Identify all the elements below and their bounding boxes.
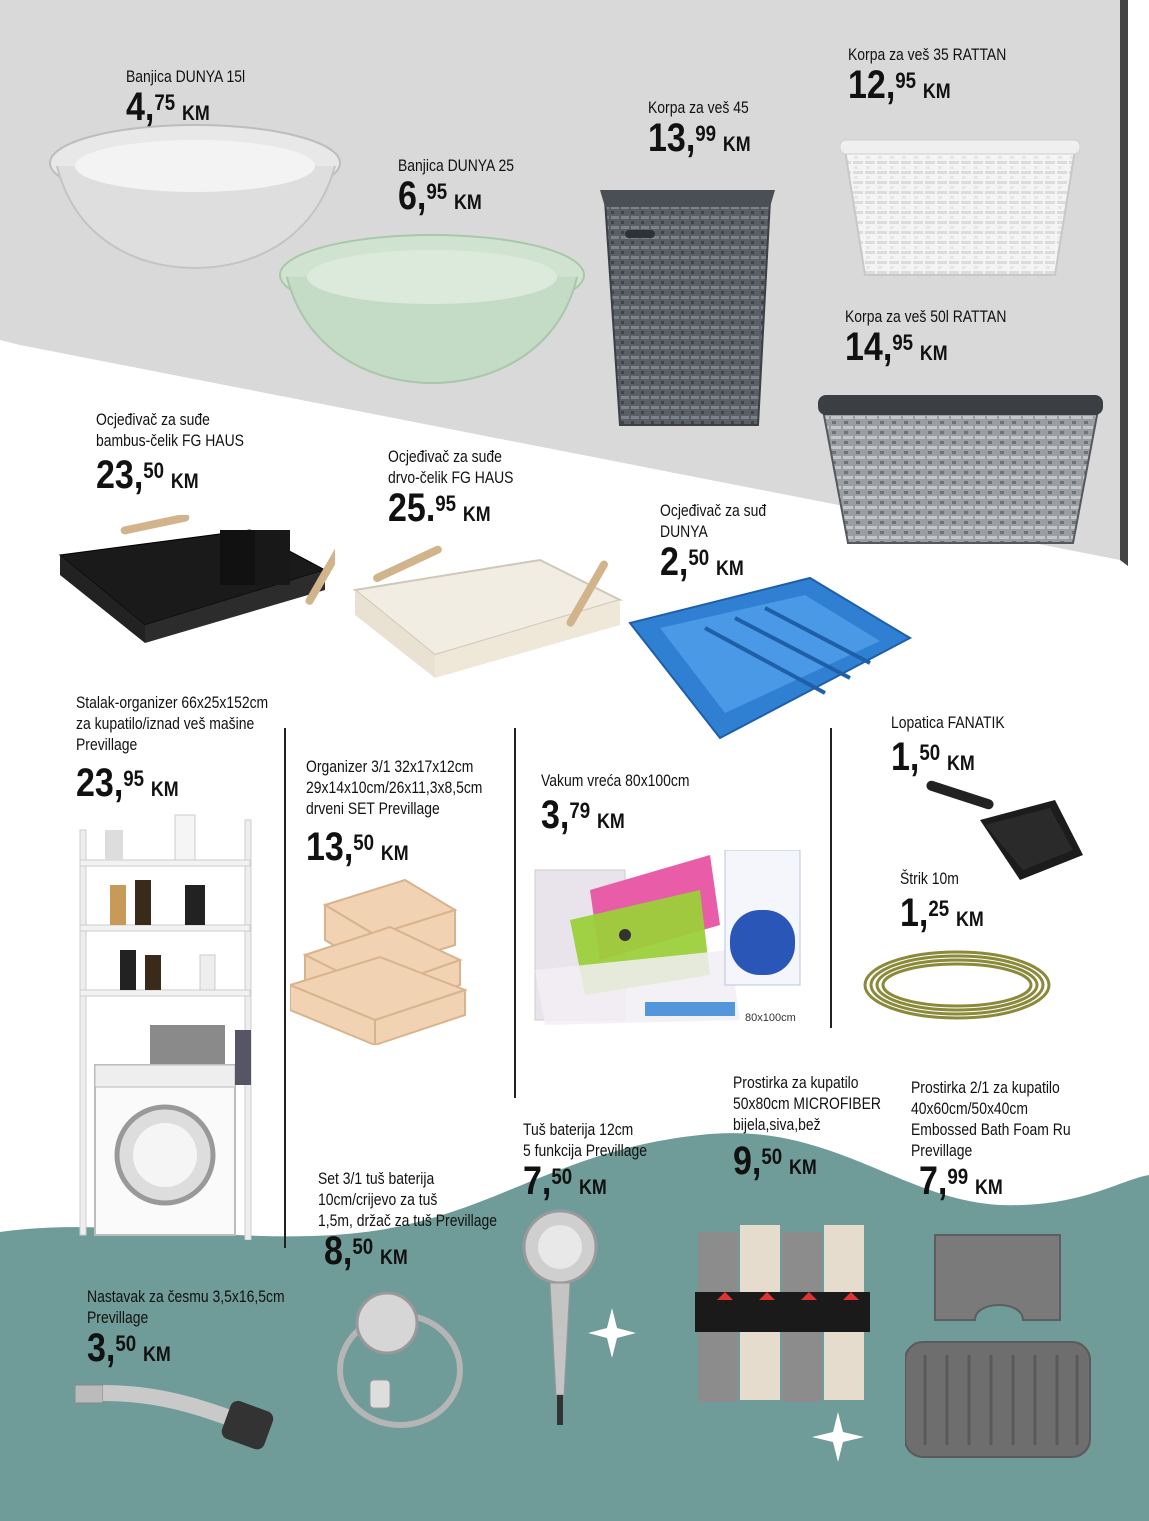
- product-banjica-25: [398, 155, 539, 225]
- product-name: Nastavak za česmu 3,5x16,5cm: [87, 1287, 285, 1306]
- product-name: bambus-čelik FG HAUS: [96, 431, 244, 450]
- product-name: Organizer 3/1 32x17x12cm: [306, 757, 474, 776]
- product-korpa-35-rattan: [848, 44, 1041, 114]
- product-price: 4,75 KM: [126, 85, 210, 129]
- product-price: 13,99 KM: [648, 116, 751, 160]
- product-price: 12,95 KM: [848, 63, 951, 107]
- product-lopatica: [891, 712, 1030, 786]
- product-name: Vakum vreća 80x100cm: [541, 771, 690, 790]
- vacuum-bag-size-label: 80x100cm: [745, 1012, 796, 1024]
- product-price: 1,25 KM: [900, 891, 984, 935]
- product-ocjedjivac-bambus: [96, 409, 276, 504]
- product-name: Ocjeđivač za suđ: [660, 501, 767, 520]
- product-price: 14,95 KM: [845, 325, 948, 369]
- product-price: 25.95 KM: [388, 486, 491, 530]
- product-name: Stalak-organizer 66x25x152cm: [76, 693, 269, 712]
- product-price: 23,50 KM: [96, 453, 199, 497]
- product-name: bijela,siva,bež: [733, 1115, 821, 1134]
- foam-bath-mats-image: [905, 1230, 1095, 1460]
- product-name: drveni SET Previllage: [306, 799, 440, 818]
- product-price: 8,50 KM: [324, 1229, 408, 1273]
- product-name: 5 funkcija Previllage: [523, 1141, 647, 1160]
- blue-cutlery-tray-image: [625, 573, 915, 743]
- product-ocjedjivac-dunya: [660, 500, 789, 591]
- product-price: 9,50 KM: [733, 1139, 817, 1183]
- grey-panel-shadow: [1120, 0, 1128, 566]
- product-price: 3,50 KM: [87, 1326, 171, 1370]
- divider-line: [830, 728, 832, 1028]
- product-name: 10cm/crijevo za tuš: [318, 1190, 438, 1209]
- microfiber-mats-image: [695, 1220, 880, 1405]
- product-price: 2,50 KM: [660, 540, 744, 584]
- product-name: 1,5m, držač za tuš Previllage: [318, 1211, 497, 1230]
- product-prostirka-2-1: [911, 1077, 1106, 1210]
- clothesline-rope-image: [860, 945, 1055, 1025]
- product-price: 13,50 KM: [306, 825, 409, 869]
- product-name: Banjica DUNYA 25: [398, 156, 514, 175]
- white-dish-rack-image: [350, 530, 625, 680]
- product-name: Previllage: [76, 735, 138, 754]
- product-name: 50x80cm MICROFIBER: [733, 1094, 881, 1113]
- shower-set-image: [315, 1285, 470, 1440]
- product-name: Korpa za veš 45: [648, 98, 749, 117]
- product-price: 7,50 KM: [523, 1159, 607, 1203]
- washing-machine-shelf-image: [75, 800, 275, 1240]
- wooden-crates-image: [290, 875, 470, 1045]
- product-name: drvo-čelik FG HAUS: [388, 468, 514, 487]
- product-price: 6,95 KM: [398, 174, 482, 218]
- product-name: 40x60cm/50x40cm: [911, 1099, 1029, 1118]
- product-ocjedjivac-drvo: [388, 446, 541, 537]
- product-name: Ocjeđivač za suđe: [388, 447, 502, 466]
- product-price: 23,95 KM: [76, 761, 179, 805]
- product-name: Ocjeđivač za suđe: [96, 410, 210, 429]
- product-name: Previllage: [911, 1141, 973, 1160]
- product-name: Embossed Bath Foam Ru: [911, 1120, 1071, 1139]
- product-korpa-50l-rattan: [845, 306, 1042, 376]
- product-name: Tuš baterija 12cm: [523, 1120, 634, 1139]
- product-name: Banjica DUNYA 15l: [126, 67, 246, 86]
- product-name: DUNYA: [660, 522, 708, 541]
- faucet-extension-image: [75, 1375, 275, 1455]
- black-dish-rack-image: [50, 515, 335, 645]
- grey-laundry-basket-image: [818, 385, 1103, 545]
- product-name: Lopatica FANATIK: [891, 713, 1005, 732]
- product-name: Previllage: [87, 1308, 149, 1327]
- product-name: Set 3/1 tuš baterija: [318, 1169, 435, 1188]
- product-stalak-organizer: [76, 692, 310, 812]
- product-prostirka-microfiber: [733, 1072, 913, 1190]
- product-name: Korpa za veš 50l RATTAN: [845, 307, 1007, 326]
- product-name: Korpa za veš 35 RATTAN: [848, 45, 1007, 64]
- green-basin-image: [275, 225, 590, 385]
- product-nastavak-za-cesmu: [87, 1286, 328, 1377]
- product-korpa-45: [648, 97, 771, 167]
- product-organizer-3-1: [306, 756, 521, 876]
- vacuum-bags-image: [530, 850, 810, 1030]
- product-name: Štrik 10m: [900, 869, 959, 888]
- product-tus-baterija: [523, 1119, 674, 1210]
- product-price: 3,79 KM: [541, 793, 625, 837]
- product-name: Prostirka 2/1 za kupatilo: [911, 1078, 1060, 1097]
- product-name: za kupatilo/iznad veš mašine: [76, 714, 255, 733]
- product-price: 7,99 KM: [919, 1159, 1003, 1203]
- white-laundry-basket-image: [840, 130, 1080, 280]
- product-banjica-15l: [126, 66, 271, 136]
- product-name: 29x14x10cm/26x11,3x8,5cm: [306, 778, 483, 797]
- product-price: 1,50 KM: [891, 735, 975, 779]
- tall-laundry-basket-image: [600, 185, 775, 430]
- product-set-tus-baterija: [318, 1168, 536, 1280]
- product-vakum-vreca: [541, 770, 722, 844]
- product-name: Prostirka za kupatilo: [733, 1073, 859, 1092]
- product-strik: [900, 868, 999, 942]
